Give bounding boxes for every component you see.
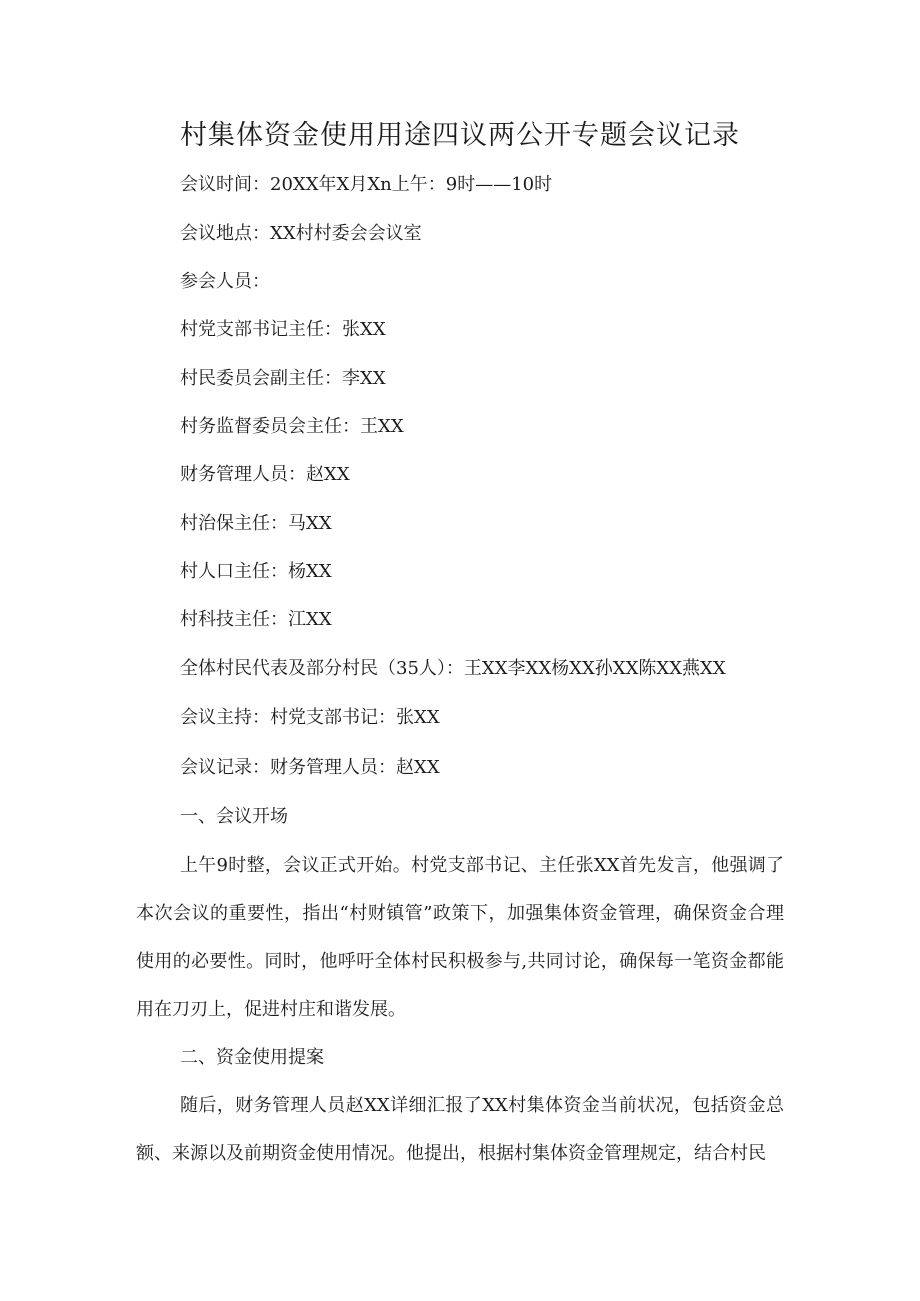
section-heading: 一、会议开场 bbox=[180, 806, 288, 827]
meeting-host: 会议主持：村党支部书记：张XX bbox=[180, 707, 440, 728]
meeting-location: 会议地点：XX村村委会会议室 bbox=[180, 223, 422, 244]
attendee-line: 村务监督委员会主任：王XX bbox=[180, 416, 404, 437]
attendee-line: 全体村民代表及部分村民（35人）：王XX李XX杨XX孙XX陈XX燕XX bbox=[180, 658, 726, 679]
document-title: 村集体资金使用用途四议两公开专题会议记录 bbox=[180, 120, 740, 151]
attendee-line: 村党支部书记主任：张XX bbox=[180, 319, 386, 340]
attendee-line: 村科技主任：江XX bbox=[180, 609, 332, 630]
meeting-time: 会议时间：20XX年X月Xn上午：9时——10时 bbox=[180, 174, 553, 195]
section-paragraph: 上午9时整，会议正式开始。村党支部书记、主任张XX首先发言，他强调了本次会议的重要性，指出“村财镇管”政策下，加强集体资金管理，确保资金合理使用的必要性。同时，他呼吁全体村民积极参与,共同讨论，确保每一笔资金都能用在刀刃上，促进村庄和谐发展。 bbox=[136, 855, 784, 1020]
attendee-line: 村民委员会副主任：李XX bbox=[180, 368, 386, 389]
attendee-line: 财务管理人员：赵XX bbox=[180, 464, 350, 485]
meeting-recorder: 会议记录：财务管理人员：赵XX bbox=[180, 757, 440, 778]
attendees-label: 参会人员： bbox=[180, 271, 270, 292]
attendee-line: 村治保主任：马XX bbox=[180, 513, 332, 534]
section-paragraph: 随后，财务管理人员赵XX详细汇报了XX村集体资金当前状况，包括资金总额、来源以及前期资金使用情况。他提出，根据村集体资金管理规定，结合村民 bbox=[136, 1095, 784, 1164]
section-heading: 二、资金使用提案 bbox=[180, 1047, 324, 1068]
attendee-line: 村人口主任：杨XX bbox=[180, 561, 332, 582]
